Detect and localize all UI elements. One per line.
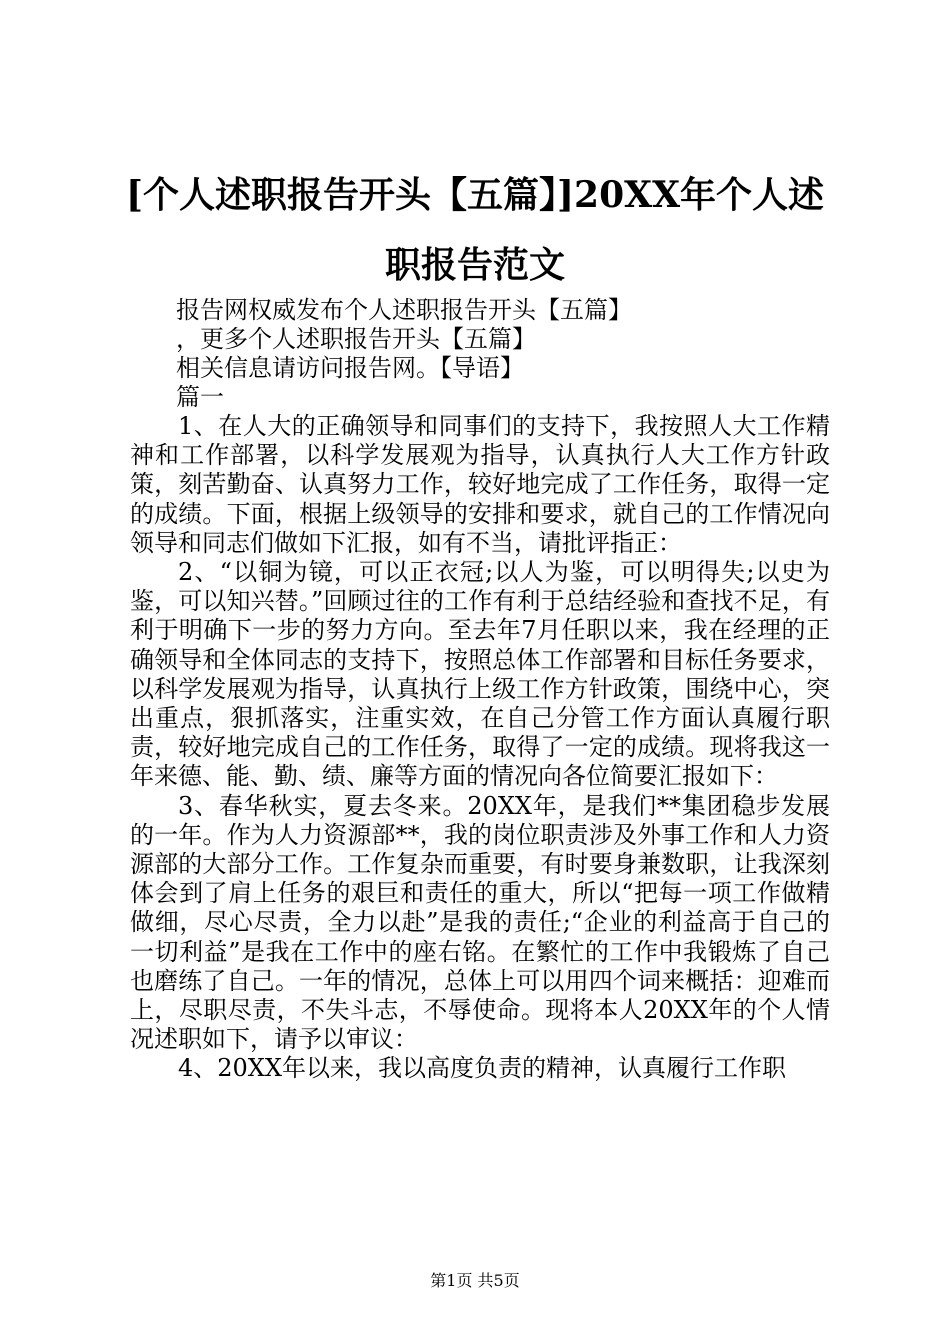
intro-line: ，更多个人述职报告开头【五篇】 <box>176 325 536 353</box>
paragraph-2: 2、“以铜为镜，可以正衣冠;以人为鉴，可以明得失;以史为鉴，可以知兴替。”回顾过往的工作有利于总结经验和查找不足，有利于明确下一步的努力方向。至去年7月任职以来，我在经理的正确领导和全体同志的支持下，按照总体工作部署和目标任务要求，以科学发展观为指导，认真执行上级工作方针政策，围绕中心，突出重点，狠抓落实，注重实效，在自己分管工作方面认真履行职责，较好地完成自己的工作任务，取得了一定的成绩。现将我这一年来德、能、勤、绩、廉等方面的情况向各位简要汇报如下： <box>130 558 830 791</box>
paragraph-4: 4、20XX年以来，我以高度负责的精神，认真履行工作职 <box>178 1054 786 1083</box>
section-heading: 篇一 <box>176 383 224 411</box>
paragraph-1: 1、在人大的正确领导和同事们的支持下，我按照人大工作精神和工作部署，以科学发展观为指导，认真执行人大工作方针政策，刻苦勤奋、认真努力工作，较好地完成了工作任务，取得一定的成绩。下面，根据上级领导的安排和要求，就自己的工作情况向领导和同志们做如下汇报，如有不当，请批评指正： <box>130 412 830 557</box>
paragraph-3: 3、春华秋实，夏去冬来。20XX年，是我们**集团稳步发展的一年。作为人力资源部**，我的岗位职责涉及外事工作和人力资源部的大部分工作。工作复杂而重要，有时要身兼数职，让我深刻体会到了肩上任务的艰巨和责任的重大，所以“把每一项工作做精做细，尽心尽责，全力以赴”是我的责任;“企业的利益高于自己的一切利益”是我在工作中的座右铭。在繁忙的工作中我锻炼了自己也磨练了自己。一年的情况，总体上可以用四个词来概括：迎难而上，尽职尽责，不失斗志，不辱使命。现将本人20XX年的个人情况述职如下，请予以审议： <box>130 791 830 1054</box>
document-body <box>130 296 830 1084</box>
document-title: [个人述职报告开头【五篇】]20XX年个人述职报告范文 <box>125 174 825 286</box>
page-footer: 第1页 共5页 <box>430 1271 520 1290</box>
intro-line: 相关信息请访问报告网。【导语】 <box>176 354 524 382</box>
intro-line: 报告网权威发布个人述职报告开头【五篇】 <box>176 296 632 324</box>
